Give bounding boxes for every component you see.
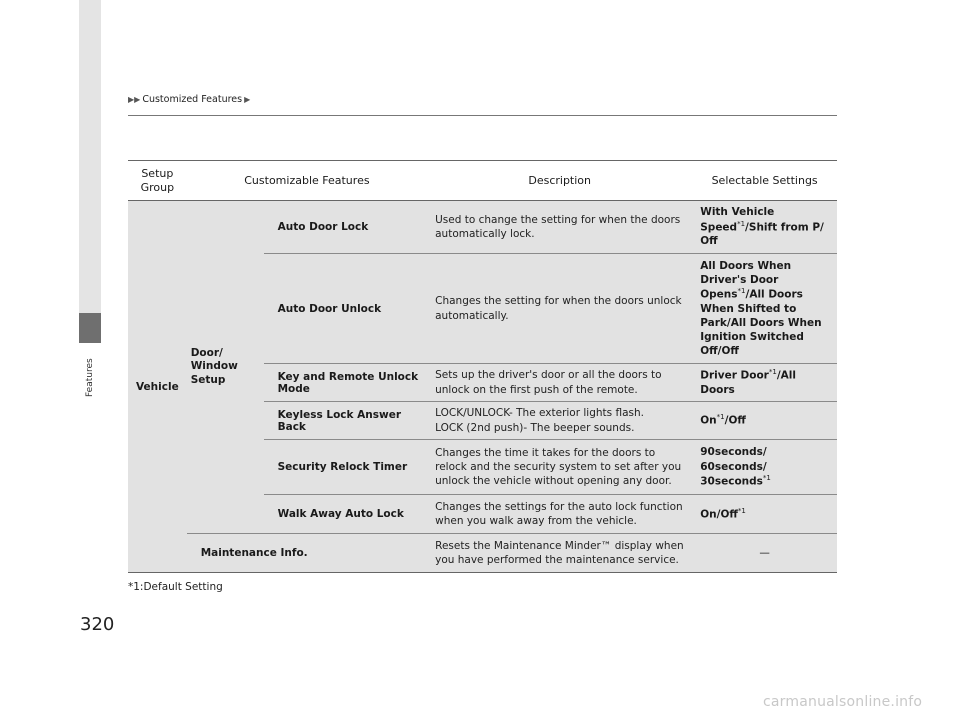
default-marker: *1 (737, 219, 746, 228)
watermark: carmanualsonline.info (763, 694, 923, 710)
setting-default: With Vehicle Speed (700, 206, 775, 234)
selectable-settings (692, 254, 837, 364)
header-description: Description (427, 161, 692, 201)
customizable-features-table (128, 160, 837, 573)
breadcrumb-arrow-icon: ▶▶ (128, 95, 141, 104)
group-vehicle: Vehicle (128, 201, 187, 573)
header-customizable-features: Customizable Features (187, 161, 427, 201)
feature-name: Maintenance Info. (187, 534, 427, 573)
default-marker: *1 (737, 286, 746, 295)
table-row (128, 201, 837, 254)
table-row (128, 534, 837, 573)
header-setup-group: Setup Group (128, 161, 187, 201)
selectable-settings: — (692, 534, 837, 573)
default-marker: *1 (768, 368, 777, 377)
selectable-settings (692, 495, 837, 534)
table-header-row (128, 161, 837, 201)
selectable-settings (692, 201, 837, 254)
feature-description: Changes the setting for when the doors unlock automatically. (427, 254, 692, 364)
setting-default: All Doors When Driver's Door Opens (700, 259, 792, 301)
header-divider (128, 115, 837, 116)
setting-default: 90seconds/ 60seconds/ 30seconds (700, 446, 767, 488)
feature-description: Changes the time it takes for the doors to relock and the security system to set after you unlock the vehicle without opening any door. (427, 440, 692, 495)
feature-name: Auto Door Unlock (264, 254, 428, 364)
feature-description: Used to change the setting for when the doors automatically lock. (427, 201, 692, 254)
section-tab (79, 313, 101, 343)
setting-default: On (700, 414, 717, 427)
setting-default: On/Off (700, 508, 738, 521)
feature-name: Key and Remote Unlock Mode (264, 364, 428, 402)
default-marker: *1 (716, 413, 725, 422)
setting-others: /Off (724, 414, 746, 427)
feature-description: Changes the settings for the auto lock function when you walk away from the vehicle. (427, 495, 692, 534)
feature-description: Sets up the driver's door or all the doors to unlock on the first push of the remote. (427, 364, 692, 402)
page-number: 320 (80, 614, 115, 635)
side-strip (79, 0, 101, 313)
setting-default: Driver Door (700, 369, 769, 382)
setting-others: /All Doors When Shifted to Park/All Doors When Ignition Switched Off/Off (700, 288, 822, 358)
feature-name: Keyless Lock Answer Back (264, 402, 428, 440)
feature-description: Resets the Maintenance Minder™ display when you have performed the maintenance service. (427, 534, 692, 573)
feature-name: Security Relock Timer (264, 440, 428, 495)
footnote: *1:Default Setting (128, 581, 223, 593)
setting-others: /All Doors (700, 369, 796, 396)
default-marker: *1 (762, 473, 771, 482)
selectable-settings (692, 440, 837, 495)
breadcrumb-link[interactable]: Customized Features (142, 94, 243, 105)
feature-name: Walk Away Auto Lock (264, 495, 428, 534)
selectable-settings (692, 364, 837, 402)
default-marker: *1 (737, 506, 746, 515)
feature-description: LOCK/UNLOCK- The exterior lights flash. LOCK (2nd push)- The beeper sounds. (427, 402, 692, 440)
subgroup-door-window: Door/ Window Setup (187, 201, 264, 534)
header-selectable-settings: Selectable Settings (692, 161, 837, 201)
setting-others: /Shift from P/ Off (700, 221, 824, 248)
selectable-settings (692, 402, 837, 440)
breadcrumb (128, 94, 250, 105)
feature-name: Auto Door Lock (264, 201, 428, 254)
breadcrumb-arrow-icon: ▶ (244, 95, 251, 104)
side-section-label: Features (85, 358, 95, 398)
